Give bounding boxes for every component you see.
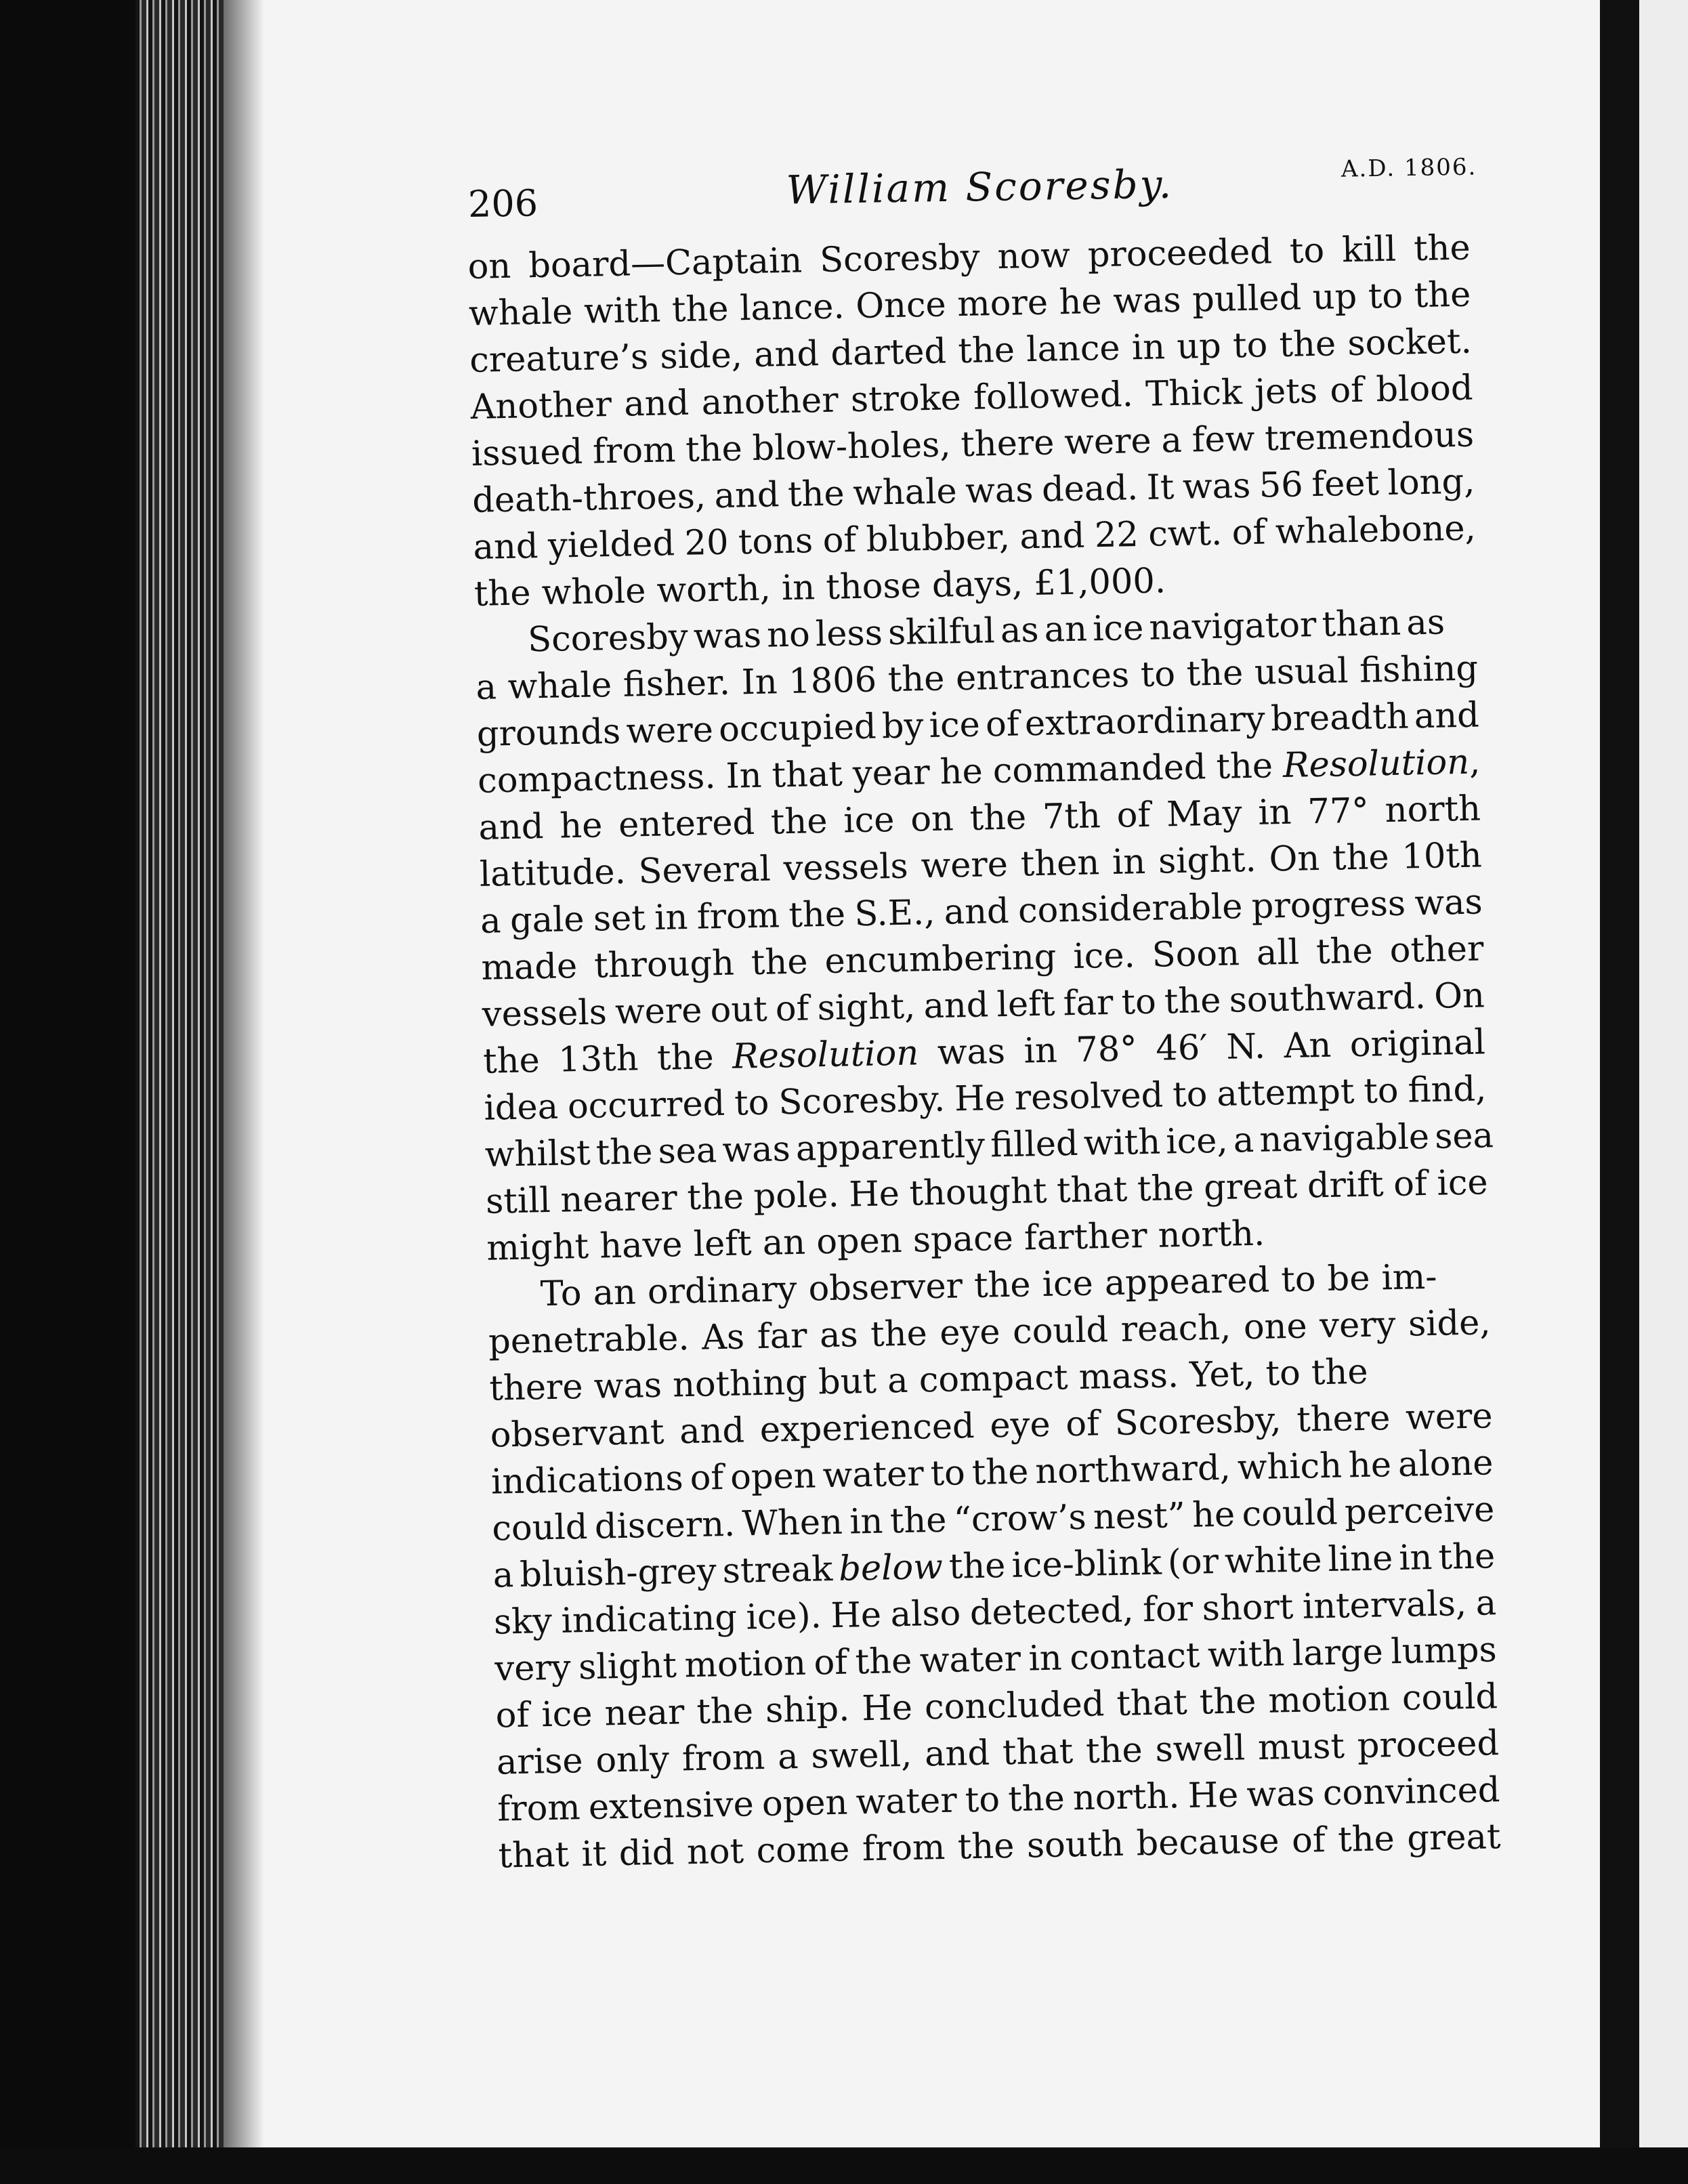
text-line: from extensive open water to the north. He was convinced [497, 1770, 1500, 1830]
text-line: made through the encumbering ice. Soon all the other [480, 929, 1484, 988]
text-line: Another and another stroke followed. Thick jets of blood [470, 368, 1474, 427]
page-number: 206 [467, 182, 539, 226]
text-line: death-throes, and the whale was dead. It was 56 feet long, [471, 461, 1475, 521]
running-title: William Scoresby. [786, 161, 1174, 213]
text-line: indications of open water to the northward, which he alone [490, 1443, 1494, 1503]
text-line: there was nothing but a compact mass. Yet, to the [488, 1351, 1368, 1409]
dark-background-bottom [0, 2147, 1688, 2184]
text-line: a gale set in from the S.E., and considerable progress was [480, 882, 1483, 942]
text-line: whale with the lance. Once more he was pulled up to the [468, 274, 1471, 334]
paragraph-1 [467, 225, 1477, 618]
text-line: a whale fisher. In 1806 the entrances to the usual fishing [476, 648, 1479, 708]
page-edge-shadow [224, 0, 264, 2184]
text-line: could discern. When in the “crow’s nest” he could perceive [491, 1490, 1495, 1549]
text-line: the whole worth, in those days, £1,000. [473, 561, 1166, 614]
text-line: sky indicating ice). He also detected, for short intervals, a [493, 1583, 1497, 1643]
facing-page-edge [1639, 0, 1688, 2184]
header-date: A.D. 1806. [1341, 153, 1477, 183]
text-line: the 13th the Resolution was in 78° 46′ N. An original [482, 1022, 1486, 1082]
text-line: a bluish-grey streak below the ice-blink (or white line in the [492, 1536, 1496, 1596]
text-line: might have left an open space farther north. [486, 1213, 1265, 1269]
body-text [467, 225, 1501, 1880]
text-line: very slight motion of the water in contact with large lumps [494, 1630, 1498, 1689]
text-line: penetrable. As far as the eye could reach, one very side, [488, 1303, 1492, 1362]
text-line: and yielded 20 tons of blubber, and 22 cwt. of whalebone, [473, 508, 1477, 568]
text-line: compactness. In that year he commanded the Resolution, [477, 742, 1481, 801]
text-line: grounds were occupied by ice of extraordinary breadth and [476, 695, 1480, 755]
book-gutter-right [1600, 0, 1639, 2184]
text-line: vessels were out of sight, and left far to the southward. On [482, 975, 1485, 1035]
text-line: and he entered the ice on the 7th of May in 77° north [478, 789, 1481, 848]
text-line: idea occurred to Scoresby. He resolved to attempt to find, [483, 1069, 1487, 1129]
dark-background-left [0, 0, 156, 2184]
text-line: still nearer the pole. He thought that the great drift of ice [485, 1162, 1489, 1222]
text-line: on board—Captain Scoresby now proceeded to kill the [467, 228, 1471, 287]
paragraph-2 [475, 598, 1494, 1272]
text-line: of ice near the ship. He concluded that the motion could [495, 1677, 1498, 1736]
text-line: To an ordinary observer the ice appeared to be im- [540, 1257, 1437, 1315]
text-line: creature’s side, and darted the lance in up to the socket. [469, 321, 1473, 381]
text-line: whilst the sea was apparently filled with ice, a navigable sea [484, 1116, 1494, 1175]
text-line: issued from the blow-holes, there were a few tremendous [471, 415, 1475, 474]
text-line: arise only from a swell, and that the swell must proceed [496, 1723, 1500, 1783]
paragraph-3 [487, 1253, 1501, 1879]
text-line: latitude. Several vessels were then in sight. On the 10th [479, 835, 1483, 895]
text-line: that it did not come from the south because of the great [498, 1817, 1501, 1876]
text-line: Scoresby was no less skilful as an ice navigator than as [527, 602, 1446, 660]
text-line: observant and experienced eye of Scoresby, there were [490, 1396, 1494, 1456]
